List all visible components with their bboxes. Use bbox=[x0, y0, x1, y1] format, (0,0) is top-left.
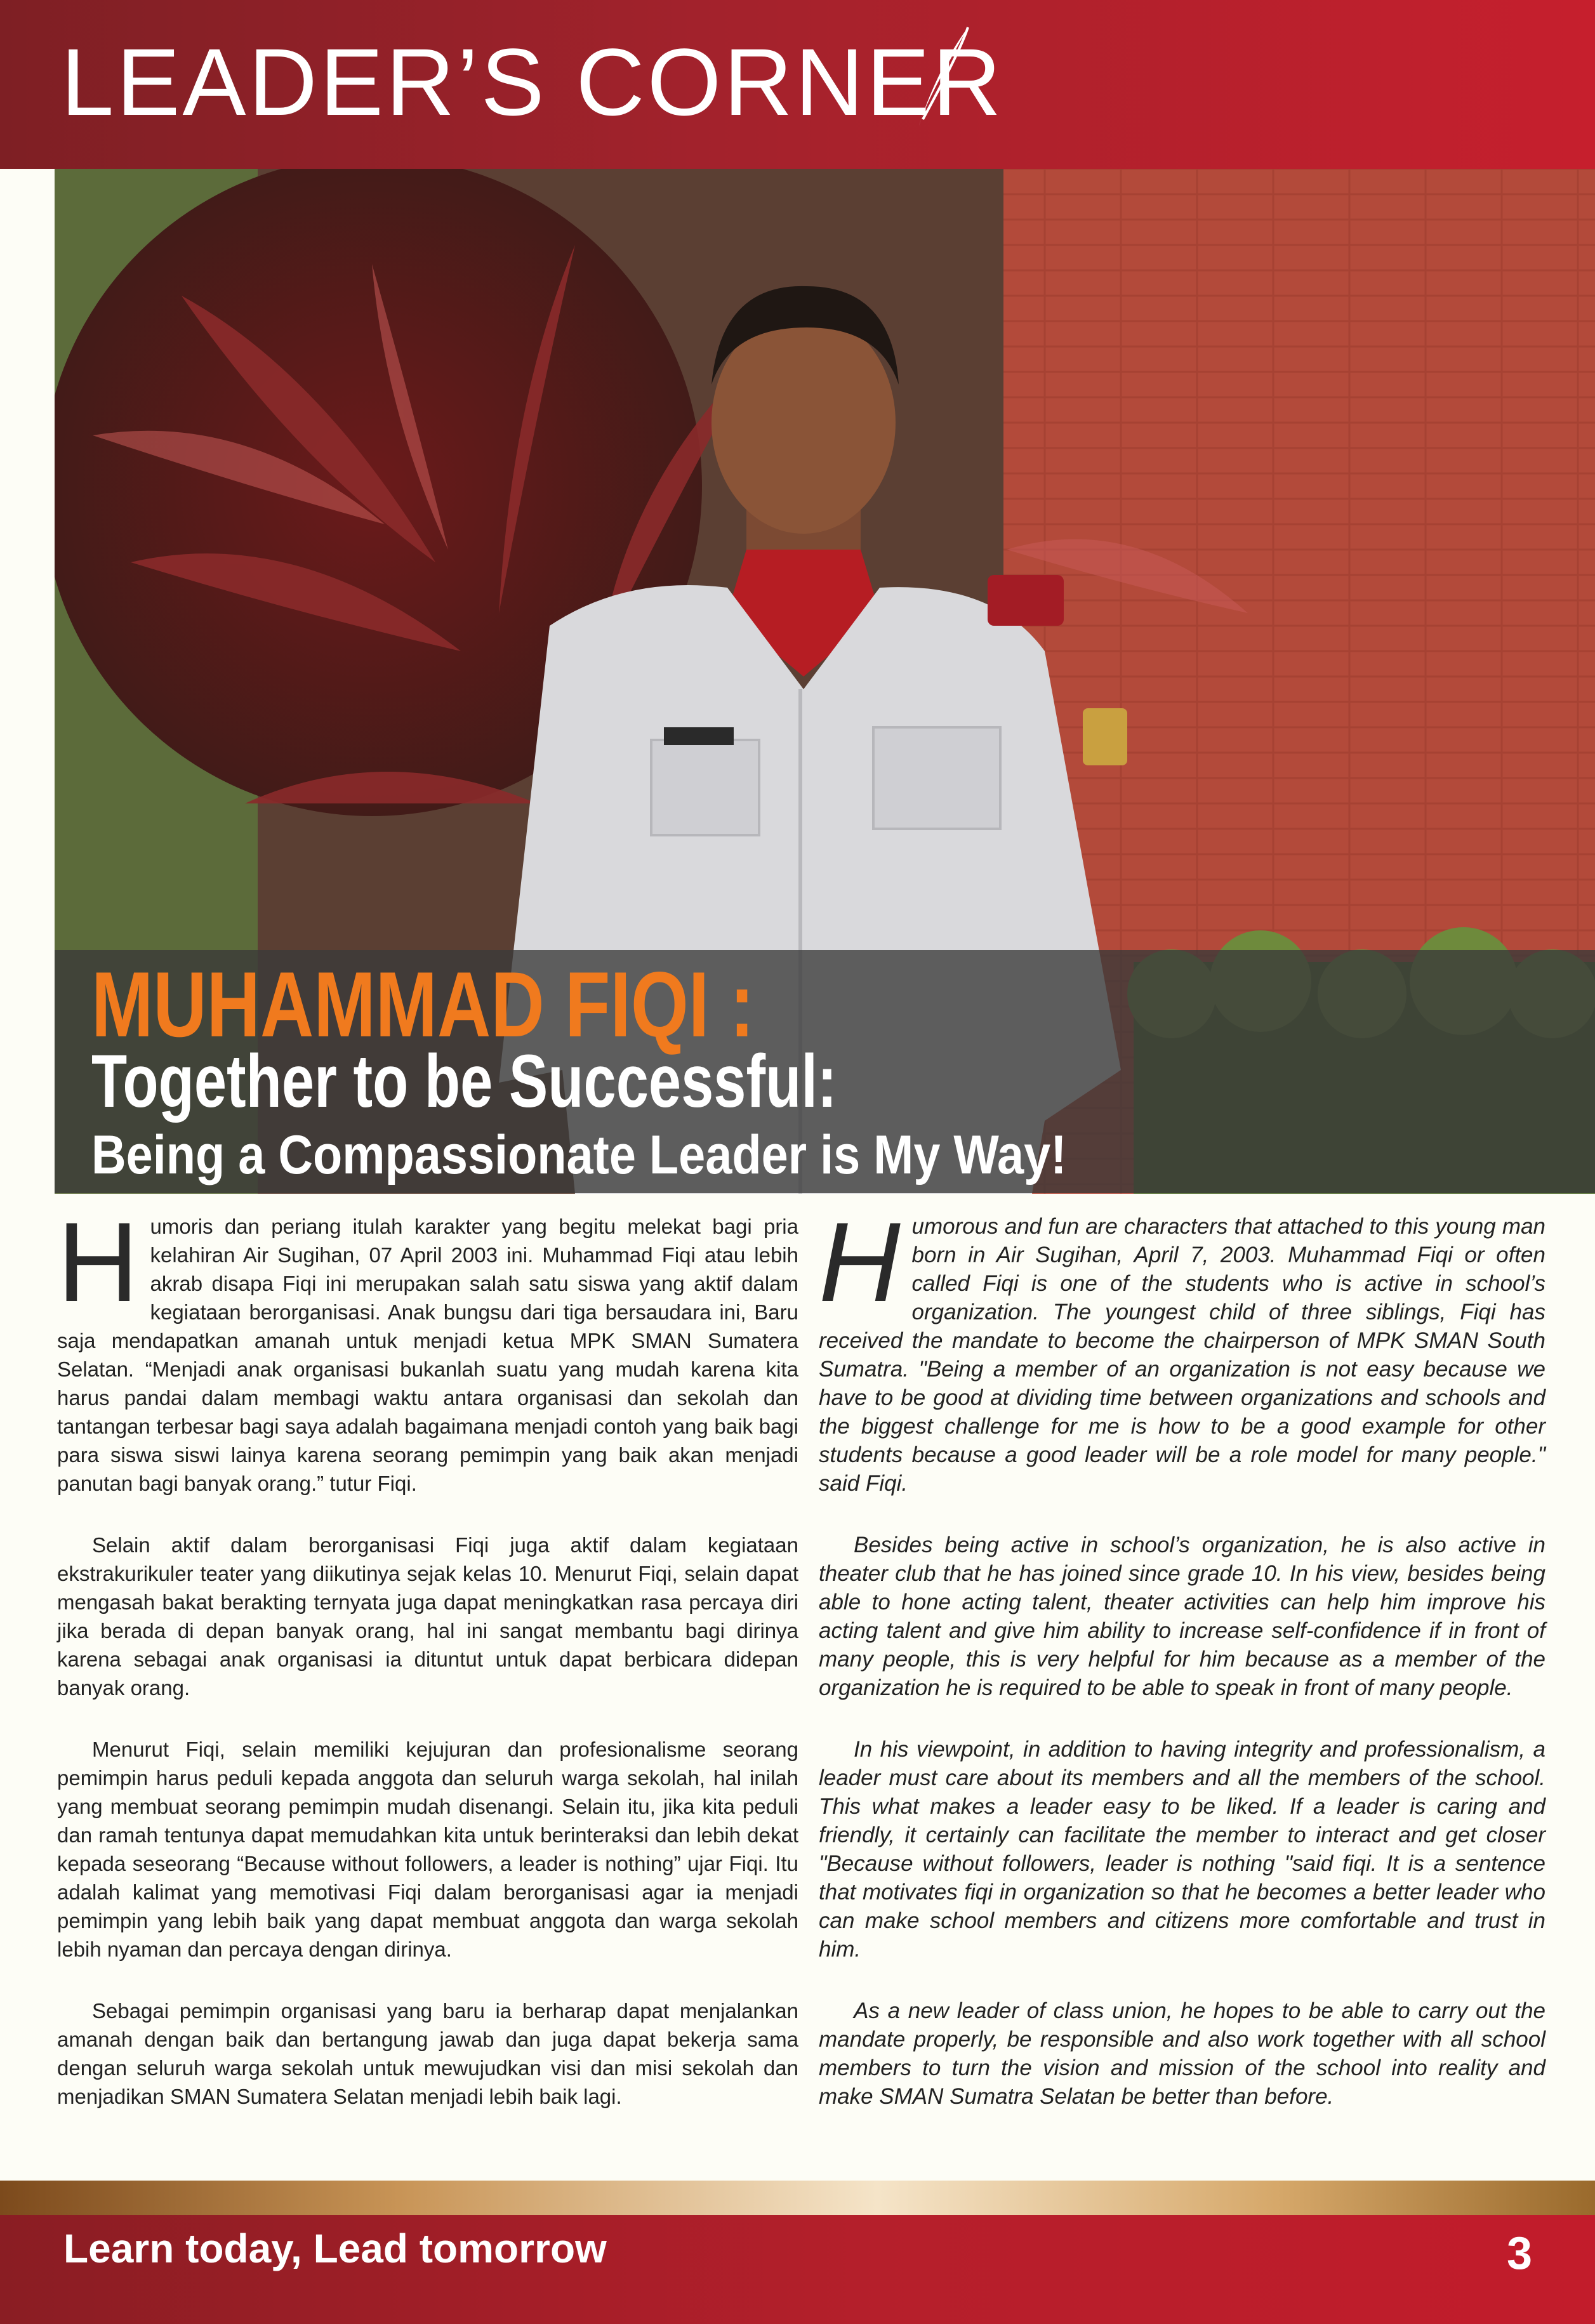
article-paragraph: Menurut Fiqi, selain memiliki kejujuran dan profesionalisme seorang pemimpin harus peduli kepada anggota dan seluruh warga sekolah, hal inilah yang membuat seorang pemimpin mudah disenangi. Selain itu, jika kita peduli dan ramah tentunya dapat memudahkan kita untuk berinteraksi dan lebih dekat kepada seseorang “Because without followers, a leader is nothing” ujar Fiqi. Itu adalah kalimat yang memotivasi Fiqi dalam berorganisasi agar ia menjadi pemimpin yang lebih baik yang dapat membuat anggota dan warga sekolah lebih nyaman dan percaya dengan dirinya. bbox=[57, 1738, 798, 1961]
article-paragraph bbox=[819, 1199, 1545, 1498]
quill-icon bbox=[908, 24, 984, 132]
paragraph-text: umoris dan periang itulah karakter yang begitu melekat bagi pria kelahiran Air Sugihan, 07 April 2003 ini. Muhammad Fiqi atau lebih akrab disapa Fiqi ini merupakan salah satu siswa yang aktif dalam kegiataan berorganisasi. Anak bungsu dari tiga bersaudara ini, Baru saja mendapatkan amanah untuk menjadi ketua MPK SMAN Sumatera Selatan. “Menjadi anak organisasi bukanlah suatu yang mudah karena kita harus pandai dalam membagi waktu antara organisasi dan sekolah dan tantangan terbesar bagi saya adalah bagaimana menjadi contoh yang baik bagi para siswa siswi lainya karena seorang pemimpin yang baik akan menjadi panutan bagi banyak orang.” tutur Fiqi. bbox=[57, 1215, 798, 1495]
article-paragraph: Besides being active in school’s organization, he is also active in theater club that he has joined since grade 10. In his view, besides being able to hone acting talent, theater activities can help him improve his acting talent and give him ability to increase self-confidence if in front of many people, this is very helpful for him because as a member of the organization he is required to be able to speak in front of many people. bbox=[819, 1533, 1545, 1700]
profile-name: MUHAMMAD FIQI : bbox=[91, 953, 755, 1056]
footer-gold-strip bbox=[0, 2181, 1595, 2215]
article-paragraph: Selain aktif dalam berorganisasi Fiqi juga aktif dalam kegiataan ekstrakurikuler teater yang diikutinya sejak kelas 10. Menurut Fiqi, selain dapat mengasah bakat berakting ternyata juga dapat meningkatkan rasa percaya diri jika berada di depan banyak orang, hal ini sangat membantu bagi dirinya karena sebagai anak organisasi ia dituntut untuk dapat berbicara didepan banyak orang. bbox=[57, 1533, 798, 1700]
subheadline: Being a Compassionate Leader is My Way! bbox=[91, 1125, 1067, 1185]
drop-cap: H bbox=[57, 1199, 139, 1325]
article-column-english bbox=[819, 1199, 1545, 2144]
headline: Together to be Successful: bbox=[91, 1040, 837, 1123]
article-column-indonesian bbox=[57, 1199, 798, 2144]
article-paragraph: In his viewpoint, in addition to having integrity and professionalism, a leader must care about its members and all the members of the school. This what makes a leader easy to be liked. If a leader is caring and friendly, it certainly can facilitate the member to interact and get closer "Because without followers, leader is nothing "said fiqi. It is a sentence that motivates fiqi in organization so that he becomes a better leader who can make school members and citizens more comfortable and trust in him. bbox=[819, 1737, 1545, 1962]
page-number: 3 bbox=[1507, 2228, 1533, 2279]
article-paragraph: Sebagai pemimpin organisasi yang baru ia berharap dapat menjalankan amanah dengan baik dan bertangung jawab dan juga dapat bekerja sama dengan seluruh warga sekolah untuk mewujudkan visi dan misi sekolah dan menjadikan SMAN Sumatera Selatan menjadi lebih baik lagi. bbox=[57, 1999, 798, 2108]
section-title: LEADER’S CORNER bbox=[61, 29, 1004, 135]
footer-slogan: Learn today, Lead tomorrow bbox=[63, 2226, 607, 2271]
article-paragraph: As a new leader of class union, he hopes to be able to carry out the mandate properly, be responsible and also work together with all school members to turn the vision and mission of the school into reality and make SMAN Sumatra Selatan be better than before. bbox=[819, 1998, 1545, 2109]
paragraph-text: umorous and fun are characters that attached to this young man born in Air Sugihan, April 7, 2003. Muhammad Fiqi or often called Fiqi is one of the students who is active in school’s organization. The youngest child of three siblings, Fiqi has received the mandate to become the chairperson of MPK SMAN South Sumatra. "Being a member of an organization is not easy because we have to be good at dividing time between organizations and schools and the biggest challenge for me is how to be a good example for other students because a good leader will be a role model for many people." said Fiqi. bbox=[819, 1214, 1545, 1496]
article-paragraph bbox=[57, 1199, 798, 1498]
drop-cap: H bbox=[819, 1199, 901, 1325]
